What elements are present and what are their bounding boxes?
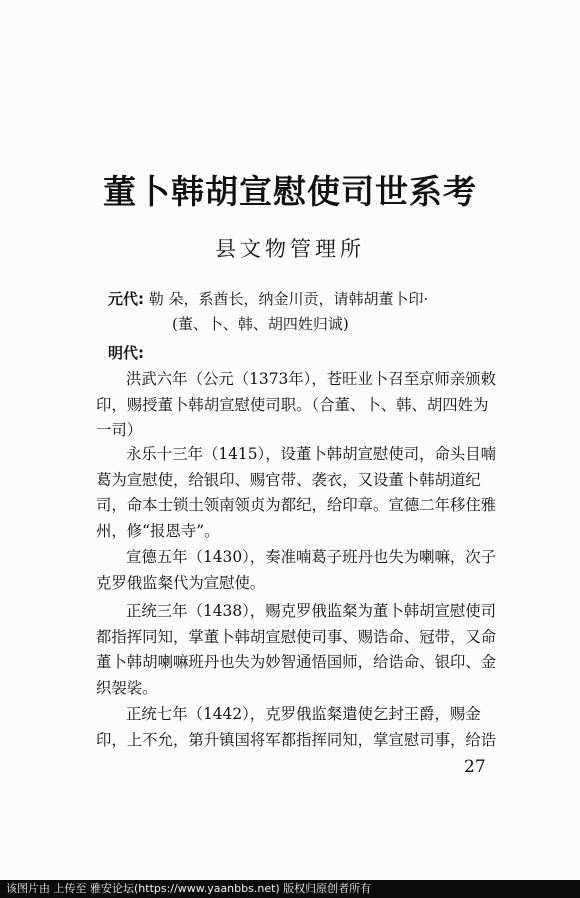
paragraph-line: 州，修“报恩寺”。 (96, 521, 220, 540)
paragraph-line: 印，上不允，第升镇国将军都指挥同知，掌宣慰司事，给诰 (96, 730, 497, 749)
document-title: 董卜韩胡宣慰使司世系考 (103, 172, 477, 211)
yuan-text-line-1: 勒 朵，系酋长，纳金川贡，请韩胡董卜印· (148, 290, 429, 308)
yuan-note (172, 312, 349, 337)
paragraph-line: 正统三年（1438），赐克罗俄监粲为董卜韩胡宣慰使司 (126, 602, 497, 620)
paragraph-line: 织袈裟。 (96, 678, 158, 697)
paragraph-3 (96, 545, 518, 596)
paragraph-line: 正统七年（1442），克罗俄监粲遣使乞封王爵，赐金 (126, 705, 481, 723)
page-number: 27 (464, 757, 486, 777)
yuan-dynasty-entry (108, 287, 428, 312)
paragraph-2 (96, 442, 518, 544)
ming-label: 明代: (108, 344, 144, 362)
paragraph-line: 印，赐授董卜韩胡宣慰使司职。（合董、卜、韩、胡四姓为 (96, 395, 489, 414)
paragraph-1 (96, 367, 518, 444)
ming-heading (108, 341, 144, 366)
yuan-text-line-2: (董、卜、韩、胡四姓归诚) (172, 315, 349, 333)
paragraph-5 (96, 702, 518, 753)
paragraph-line: 司，命本士锁土领南领贞为都纪，给印章。宣德二年移住雅 (96, 496, 497, 515)
paragraph-line: 克罗俄监粲代为宣慰使。 (96, 573, 266, 592)
paragraph-line: 一司） (96, 421, 143, 440)
paragraph-4 (96, 599, 518, 701)
yuan-label: 元代: (108, 290, 144, 308)
paragraph-line: 葛为宣慰使，给银印、赐官带、袭衣，又设董卜韩胡道纪 (96, 470, 481, 489)
paragraph-line: 洪武六年（公元（1373年），苍旺业卜召至京师亲颁敕 (126, 370, 497, 388)
paragraph-line: 董卜韩胡喇嘛班丹也失为妙智通悟国师，给诰命、银印、金 (96, 653, 497, 672)
footer-text: 该图片由 上传至 雅安论坛(https://www.yaanbbs.net) 版权归原创者所有 (6, 882, 372, 895)
paragraph-line: 都指挥同知，掌董卜韩胡宣慰使司事、赐诰命、冠带，又命 (96, 627, 497, 646)
author-line: 县文物管理所 (215, 237, 365, 261)
paragraph-line: 宣德五年（1430），奏准喃葛子班丹也失为喇嘛，次子 (126, 548, 497, 566)
watermark-footer (0, 880, 580, 898)
paragraph-line: 永乐十三年（1415），设董卜韩胡宣慰使司，命头目喃 (126, 445, 497, 463)
